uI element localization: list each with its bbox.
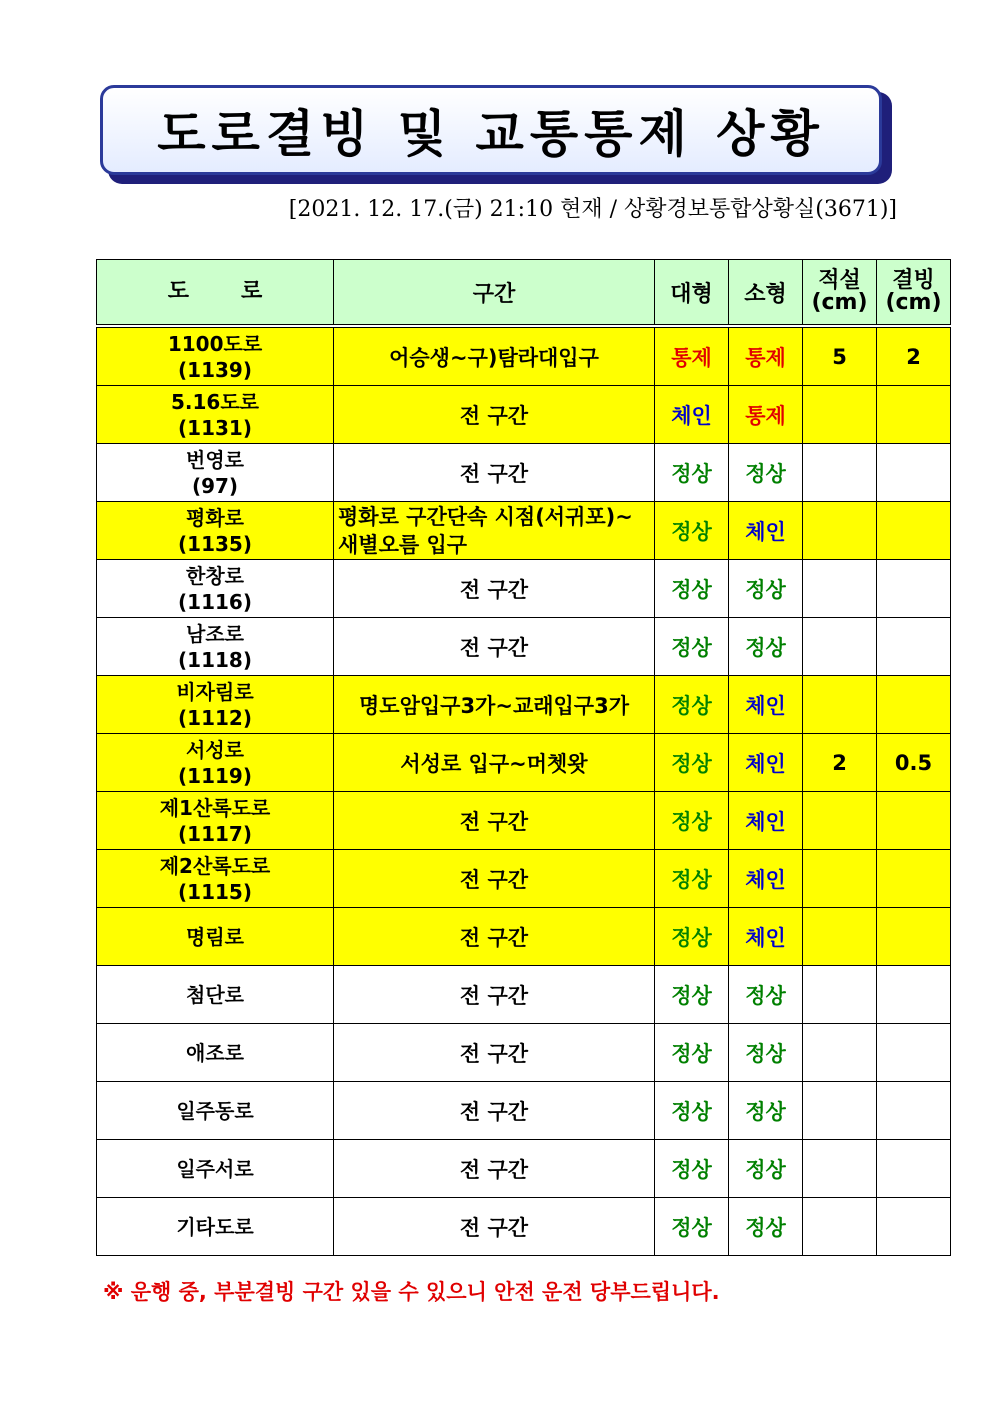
small-vehicle-status: 체인 (729, 850, 803, 908)
table-row (97, 676, 951, 734)
section-cell (334, 908, 655, 966)
road-code: (1119) (178, 763, 252, 788)
snow-depth-value (803, 908, 877, 966)
snow-depth-value (803, 444, 877, 502)
table-row (97, 1024, 951, 1082)
large-vehicle-status: 체인 (655, 386, 729, 444)
road-name-cell (97, 560, 334, 618)
section-text: 전 구간 (459, 1215, 529, 1240)
snow-depth-value (803, 792, 877, 850)
road-name-cell (97, 908, 334, 966)
section-text: 어승생~구)탐라대입구 (389, 345, 599, 370)
small-vehicle-status: 체인 (729, 502, 803, 560)
table-row (97, 444, 951, 502)
ice-depth-value (877, 502, 951, 560)
ice-depth-value (877, 850, 951, 908)
road-name: 일주서로 (176, 1156, 254, 1181)
header-snow-unit: (cm) (811, 290, 868, 315)
header-snow-label: 적설 (818, 268, 861, 293)
ice-depth-value (877, 444, 951, 502)
page-title: 도로결빙 및 교통통제 상황 (157, 105, 825, 163)
snow-depth-value (803, 850, 877, 908)
road-name-cell (97, 676, 334, 734)
road-name-cell (97, 444, 334, 502)
small-vehicle-status: 정상 (729, 1024, 803, 1082)
section-cell (334, 792, 655, 850)
ice-depth-value (877, 1082, 951, 1140)
large-vehicle-status: 정상 (655, 908, 729, 966)
road-code: (1112) (178, 705, 252, 730)
section-text: 명도암입구3가~교래입구3가 (359, 693, 629, 718)
section-cell (334, 966, 655, 1024)
road-code: (1131) (178, 415, 252, 440)
large-vehicle-status: 정상 (655, 1024, 729, 1082)
road-code: (1115) (178, 879, 252, 904)
large-vehicle-status: 정상 (655, 792, 729, 850)
ice-depth-value (877, 1198, 951, 1256)
road-name-cell (97, 1198, 334, 1256)
ice-depth-value (877, 386, 951, 444)
road-name: 번영로 (186, 447, 244, 472)
large-vehicle-status: 정상 (655, 502, 729, 560)
table-row (97, 850, 951, 908)
road-name-cell (97, 850, 334, 908)
section-cell (334, 560, 655, 618)
table-row (97, 326, 951, 386)
header-snow-depth (803, 260, 877, 327)
section-text: 전 구간 (459, 809, 529, 834)
small-vehicle-status: 체인 (729, 734, 803, 792)
road-name-cell (97, 1082, 334, 1140)
large-vehicle-status: 정상 (655, 444, 729, 502)
ice-depth-value (877, 792, 951, 850)
road-name: 제1산록도로 (159, 795, 271, 820)
snow-depth-value: 5 (803, 326, 877, 386)
section-cell (334, 618, 655, 676)
snow-depth-value (803, 618, 877, 676)
large-vehicle-status: 정상 (655, 1198, 729, 1256)
header-section: 구간 (334, 260, 655, 327)
road-name: 남조로 (186, 621, 244, 646)
road-name: 비자림로 (176, 679, 254, 704)
large-vehicle-status: 정상 (655, 676, 729, 734)
road-name: 1100도로 (167, 331, 263, 356)
ice-depth-value (877, 966, 951, 1024)
safety-note: ※ 운행 중, 부분결빙 구간 있을 수 있으니 안전 운전 당부드립니다. (103, 1280, 720, 1304)
table-row (97, 1198, 951, 1256)
large-vehicle-status: 통제 (655, 326, 729, 386)
road-code: (1117) (178, 821, 252, 846)
snow-depth-value (803, 560, 877, 618)
snow-depth-value (803, 386, 877, 444)
road-name: 애조로 (186, 1040, 244, 1065)
table-body (97, 326, 951, 1256)
large-vehicle-status: 정상 (655, 560, 729, 618)
road-name-cell (97, 1024, 334, 1082)
header-ice-depth (877, 260, 951, 327)
ice-depth-value (877, 1024, 951, 1082)
small-vehicle-status: 정상 (729, 1140, 803, 1198)
large-vehicle-status: 정상 (655, 966, 729, 1024)
road-code: (1139) (178, 357, 252, 382)
snow-depth-value (803, 1198, 877, 1256)
section-cell (334, 326, 655, 386)
header-ice-unit: (cm) (885, 290, 942, 315)
table-header-row (97, 260, 951, 327)
road-name: 첨단로 (186, 982, 244, 1007)
ice-depth-value: 2 (877, 326, 951, 386)
ice-depth-value (877, 1140, 951, 1198)
header-small-vehicle: 소형 (729, 260, 803, 327)
road-name: 명림로 (186, 924, 244, 949)
table-row (97, 618, 951, 676)
section-text: 전 구간 (459, 1157, 529, 1182)
table-row (97, 386, 951, 444)
small-vehicle-status: 정상 (729, 966, 803, 1024)
section-text-line2: 새별오름 입구 (338, 532, 468, 557)
road-name: 한창로 (186, 563, 244, 588)
large-vehicle-status: 정상 (655, 618, 729, 676)
road-name-cell (97, 502, 334, 560)
section-text: 전 구간 (459, 867, 529, 892)
road-name-cell (97, 326, 334, 386)
section-cell (334, 850, 655, 908)
road-name: 평화로 (186, 505, 244, 530)
section-cell (334, 1024, 655, 1082)
header-large-vehicle: 대형 (655, 260, 729, 327)
section-cell (334, 502, 655, 560)
road-code: (1118) (178, 647, 252, 672)
small-vehicle-status: 체인 (729, 676, 803, 734)
section-text: 평화로 구간단속 시점(서귀포)~ (338, 504, 633, 529)
small-vehicle-status: 정상 (729, 618, 803, 676)
road-name: 5.16도로 (171, 389, 259, 414)
snow-depth-value (803, 1024, 877, 1082)
road-name: 서성로 (186, 737, 244, 762)
large-vehicle-status: 정상 (655, 734, 729, 792)
section-cell (334, 734, 655, 792)
table-row (97, 966, 951, 1024)
table-row (97, 734, 951, 792)
table-row (97, 792, 951, 850)
road-name-cell (97, 386, 334, 444)
road-name-cell (97, 966, 334, 1024)
snow-depth-value (803, 1082, 877, 1140)
section-text: 전 구간 (459, 1099, 529, 1124)
ice-depth-value (877, 676, 951, 734)
small-vehicle-status: 통제 (729, 326, 803, 386)
section-cell (334, 386, 655, 444)
small-vehicle-status: 정상 (729, 1082, 803, 1140)
table-row (97, 908, 951, 966)
road-name-cell (97, 792, 334, 850)
small-vehicle-status: 정상 (729, 1198, 803, 1256)
snow-depth-value: 2 (803, 734, 877, 792)
table-row (97, 1140, 951, 1198)
section-cell (334, 1140, 655, 1198)
large-vehicle-status: 정상 (655, 1140, 729, 1198)
ice-depth-value (877, 560, 951, 618)
road-code: (97) (191, 473, 239, 498)
header-ice-label: 결빙 (892, 268, 935, 293)
header-road: 도로 (97, 260, 334, 327)
snow-depth-value (803, 676, 877, 734)
road-name: 제2산록도로 (159, 853, 271, 878)
road-code: (1135) (178, 531, 252, 556)
snow-depth-value (803, 966, 877, 1024)
section-cell (334, 444, 655, 502)
ice-depth-value: 0.5 (877, 734, 951, 792)
large-vehicle-status: 정상 (655, 1082, 729, 1140)
road-name-cell (97, 1140, 334, 1198)
section-text: 전 구간 (459, 925, 529, 950)
ice-depth-value (877, 618, 951, 676)
snow-depth-value (803, 502, 877, 560)
section-text: 서성로 입구~머쳇왓 (400, 751, 588, 776)
table-row (97, 1082, 951, 1140)
table-row (97, 560, 951, 618)
road-name: 일주동로 (176, 1098, 254, 1123)
small-vehicle-status: 정상 (729, 444, 803, 502)
section-cell (334, 676, 655, 734)
snow-depth-value (803, 1140, 877, 1198)
small-vehicle-status: 통제 (729, 386, 803, 444)
table-row (97, 502, 951, 560)
section-cell (334, 1198, 655, 1256)
section-text: 전 구간 (459, 577, 529, 602)
road-name-cell (97, 618, 334, 676)
road-code: (1116) (178, 589, 252, 614)
ice-depth-value (877, 908, 951, 966)
large-vehicle-status: 정상 (655, 850, 729, 908)
section-cell (334, 1082, 655, 1140)
section-text: 전 구간 (459, 635, 529, 660)
title-banner (100, 85, 882, 175)
section-text: 전 구간 (459, 1041, 529, 1066)
section-text: 전 구간 (459, 461, 529, 486)
section-text: 전 구간 (459, 403, 529, 428)
small-vehicle-status: 체인 (729, 792, 803, 850)
road-status-table (96, 259, 951, 1256)
road-name-cell (97, 734, 334, 792)
section-text: 전 구간 (459, 983, 529, 1008)
report-timestamp: [2021. 12. 17.(금) 21:10 현재 / 상황경보통합상황실(3671)] (288, 197, 897, 222)
small-vehicle-status: 정상 (729, 560, 803, 618)
small-vehicle-status: 체인 (729, 908, 803, 966)
road-name: 기타도로 (176, 1214, 254, 1239)
